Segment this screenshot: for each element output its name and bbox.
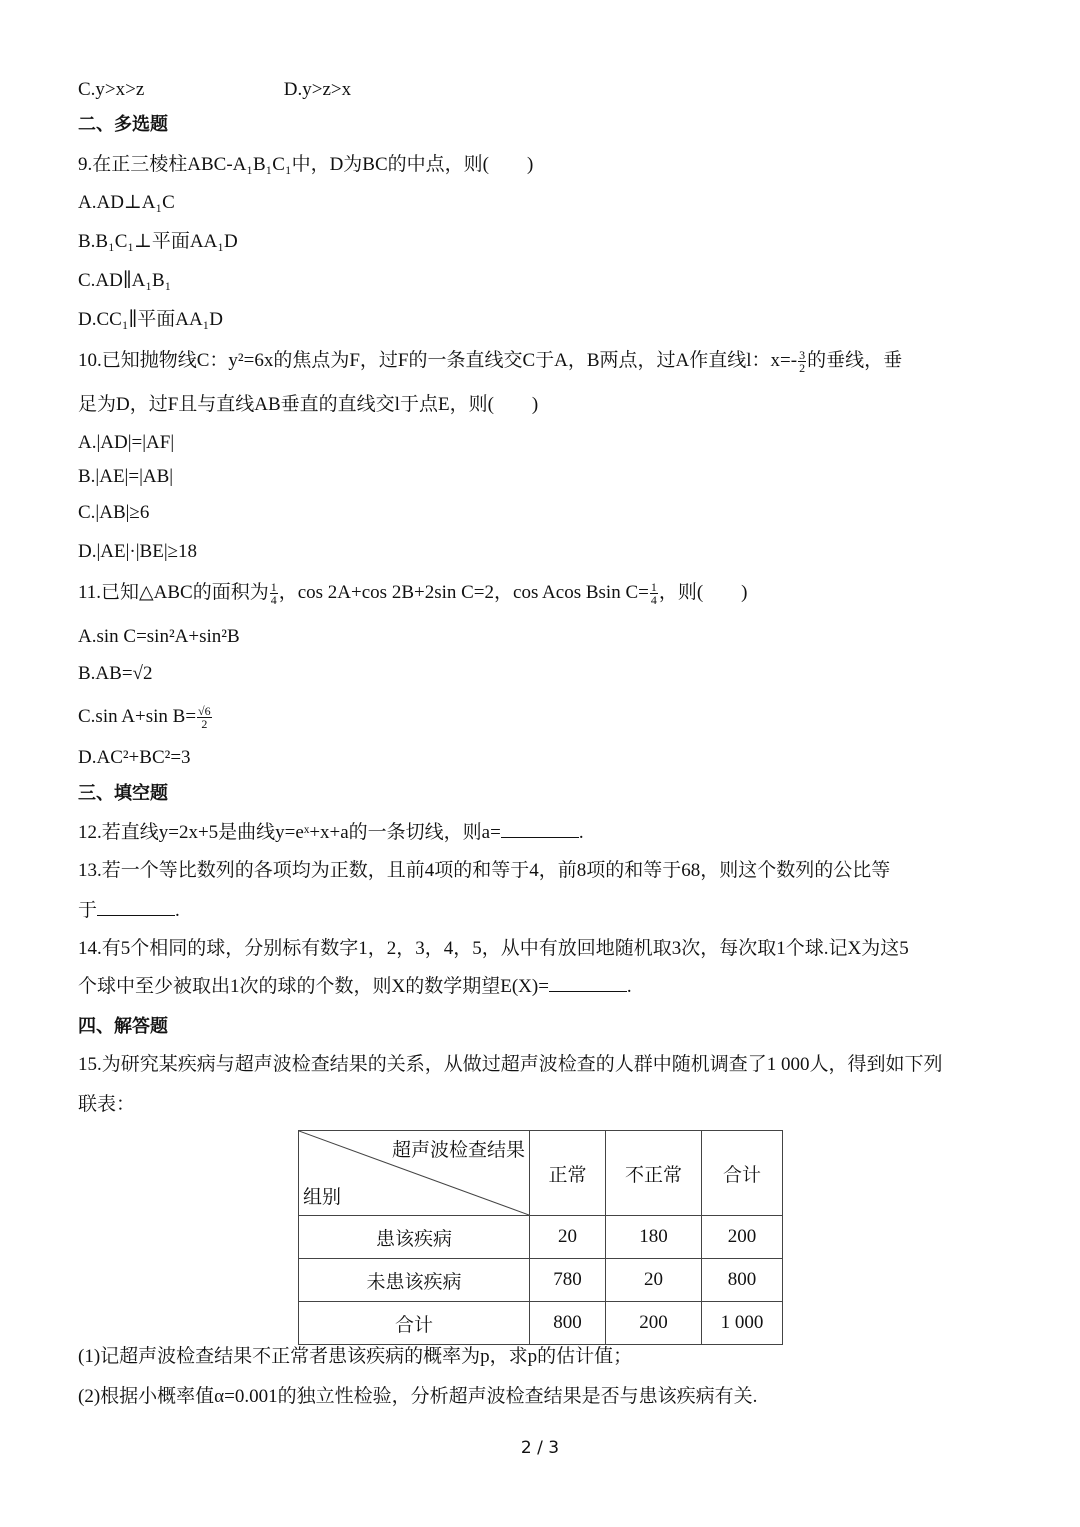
table-cell: 780 [530, 1259, 606, 1302]
section-multi-choice: 二、多选题 [78, 114, 168, 135]
fraction-3-2: $\frac{3}{2}$ [799, 348, 806, 376]
q10-option-d: D.|AE|·|BE|≥18 [78, 541, 198, 562]
fraction-sqrt6-2: $\frac{√6}{2}$ [198, 704, 211, 732]
q9-option-c: C.AD∥A₁B₁ [78, 270, 172, 291]
answer-blank [501, 821, 579, 838]
q14-line1: 14.有5个相同的球，分别标有数字1，2，3，4，5，从中有放回地随机取3次，每次取1个球.记X为这5 [78, 938, 909, 959]
row-label: 未患该疾病 [299, 1259, 530, 1302]
q13-line1: 13.若一个等比数列的各项均为正数，且前4项的和等于4，前8项的和等于68，则这个数列的公比等 [78, 860, 891, 881]
page-number: 2 / 3 [520, 1438, 560, 1458]
table-row [299, 1216, 783, 1259]
row-label: 合计 [299, 1302, 530, 1345]
q10-option-a: A.|AD|=|AF| [78, 432, 175, 453]
answer-blank [549, 975, 627, 992]
section-fill-in: 三、填空题 [78, 783, 168, 804]
row-label: 患该疾病 [299, 1216, 530, 1259]
q8-option-d: D.y>z>x [283, 79, 352, 100]
table-header-row [299, 1131, 783, 1216]
q11-option-b: B.AB=√2 [78, 663, 153, 684]
q11-option-c: C.sin A+sin B= $\frac{√6}{2}$ [78, 704, 211, 732]
q12: 12.若直线y=2x+5是曲线y=eˣ+x+a的一条切线，则a= . [78, 822, 584, 843]
table-row [299, 1259, 783, 1302]
table-row [299, 1302, 783, 1345]
q11-option-d: D.AC²+BC²=3 [78, 747, 191, 768]
q9-stem: 9.在正三棱柱ABC-A₁B₁C₁中，D为BC的中点，则( ) [78, 154, 534, 175]
diagonal-header-cell [299, 1131, 530, 1216]
fraction-1-4: $\frac{1}{4}$ [650, 580, 657, 608]
q10-stem-line1: 10.已知抛物线C：y²=6x的焦点为F，过F的一条直线交C于A，B两点，过A作直线l：x=- $\frac{3}{2}$ 的垂线，垂 [78, 348, 903, 376]
q15-part1: (1)记超声波检查结果不正常者患该疾病的概率为p，求p的估计值； [78, 1346, 633, 1367]
table-cell: 20 [606, 1259, 702, 1302]
contingency-table [298, 1130, 783, 1345]
table-cell: 800 [530, 1302, 606, 1345]
q8-option-c: C.y>x>z [78, 79, 145, 100]
column-header: 不正常 [606, 1131, 702, 1216]
answer-blank [97, 899, 175, 916]
fraction-1-4: $\frac{1}{4}$ [270, 580, 277, 608]
column-header: 合计 [702, 1131, 783, 1216]
column-header: 正常 [530, 1131, 606, 1216]
q10-option-c: C.|AB|≥6 [78, 502, 150, 523]
diag-bottom-label: 组别 [303, 1187, 342, 1208]
q15-line2: 联表： [78, 1094, 136, 1115]
q8-options [78, 77, 351, 103]
q15-line1: 15.为研究某疾病与超声波检查结果的关系，从做过超声波检查的人群中随机调查了1 000人，得到如下列 [78, 1054, 943, 1075]
q15-part2: (2)根据小概率值α=0.001的独立性检验，分析超声波检查结果是否与患该疾病有关. [78, 1386, 758, 1407]
section-solve: 四、解答题 [78, 1016, 168, 1037]
table-cell: 20 [530, 1216, 606, 1259]
table-cell: 180 [606, 1216, 702, 1259]
q13-line2: 于 . [78, 900, 180, 921]
q10-stem-line2: 足为D，过F且与直线AB垂直的直线交l于点E，则( ) [78, 394, 539, 415]
table-cell: 200 [606, 1302, 702, 1345]
q11-option-a: A.sin C=sin²A+sin²B [78, 626, 240, 647]
q14-line2: 个球中至少被取出1次的球的个数，则X的数学期望E(X)= . [78, 976, 632, 997]
table-cell: 800 [702, 1259, 783, 1302]
q9-option-d: D.CC₁∥平面AA₁D [78, 309, 224, 330]
q11-stem: 11.已知△ABC的面积为 $\frac{1}{4}$ ，cos 2A+cos 2B+2sin C=2，cos Acos Bsin C= $\frac{1}{4}$ ，则( ) [78, 580, 748, 608]
table-cell: 200 [702, 1216, 783, 1259]
diag-top-label: 超声波检查结果 [391, 1140, 525, 1161]
q9-option-a: A.AD⊥A₁C [78, 192, 175, 213]
table-cell: 1 000 [702, 1302, 783, 1345]
q9-option-b: B.B₁C₁⊥平面AA₁D [78, 231, 238, 252]
q10-option-b: B.|AE|=|AB| [78, 466, 174, 487]
